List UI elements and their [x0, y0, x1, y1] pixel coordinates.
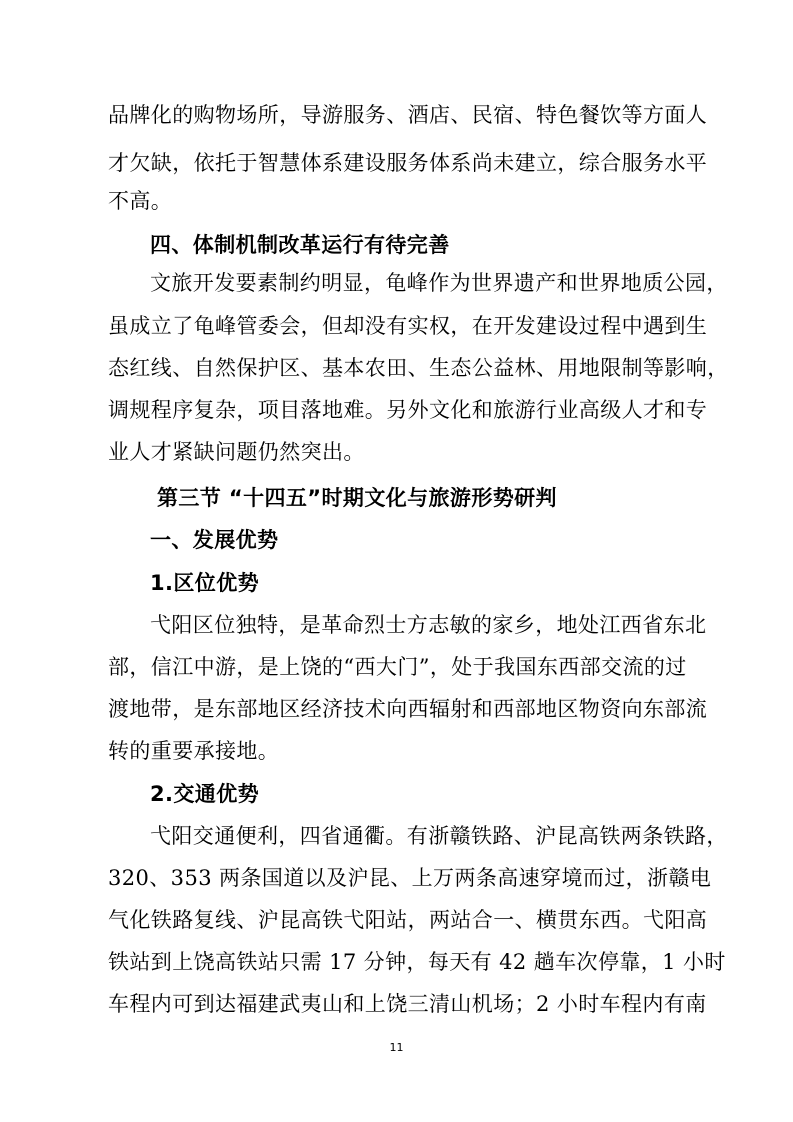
paragraph-line: 渡地带，是东部地区经济技术向西辐射和西部地区物资向东部流 [108, 697, 708, 721]
paragraph-line: 业人才紧缺问题仍然突出。 [108, 440, 365, 464]
paragraph-line: 弋阳区位独特，是革命烈士方志敏的家乡，地处江西省东北 [150, 613, 707, 637]
paragraph-line: 320、353 两条国道以及沪昆、上万两条高速穿境而过，浙赣电 [108, 866, 712, 890]
paragraph-line: 调规程序复杂，项目落地难。另外文化和旅游行业高级人才和专 [108, 398, 708, 422]
paragraph-line: 虽成立了龟峰管委会，但却没有实权，在开发建设过程中遇到生 [108, 314, 708, 338]
section-heading: 四、体制机制改革运行有待完善 [150, 233, 450, 257]
page-number: 11 [389, 1041, 404, 1054]
chapter-heading: 第三节 “十四五”时期文化与旅游形势研判 [157, 486, 557, 510]
paragraph-line: 弋阳交通便利，四省通衢。有浙赣铁路、沪昆高铁两条铁路， [150, 824, 728, 848]
item-heading: 2.交通优势 [150, 782, 259, 806]
paragraph-line: 气化铁路复线、沪昆高铁弋阳站，两站合一、横贯东西。弋阳高 [108, 908, 708, 932]
paragraph-line: 态红线、自然保护区、基本农田、生态公益林、用地限制等影响， [108, 356, 729, 380]
paragraph-line: 不高。 [108, 189, 173, 213]
paragraph-line: 车程内可到达福建武夷山和上饶三清山机场；2 小时车程内有南 [108, 992, 707, 1016]
paragraph-line: 部，信江中游，是上饶的“西大门”，处于我国东西部交流的过 [108, 655, 687, 679]
paragraph-line: 品牌化的购物场所，导游服务、酒店、民宿、特色餐饮等方面人 [108, 103, 708, 127]
paragraph-line: 文旅开发要素制约明显，龟峰作为世界遗产和世界地质公园， [150, 271, 728, 295]
item-heading: 1.区位优势 [150, 571, 259, 595]
paragraph-line: 才欠缺，依托于智慧体系建设服务体系尚未建立，综合服务水平 [108, 151, 708, 175]
paragraph-line: 铁站到上饶高铁站只需 17 分钟，每天有 42 趟车次停靠，1 小时 [108, 950, 726, 974]
paragraph-line: 转的重要承接地。 [108, 739, 280, 763]
subsection-heading: 一、发展优势 [150, 528, 279, 552]
